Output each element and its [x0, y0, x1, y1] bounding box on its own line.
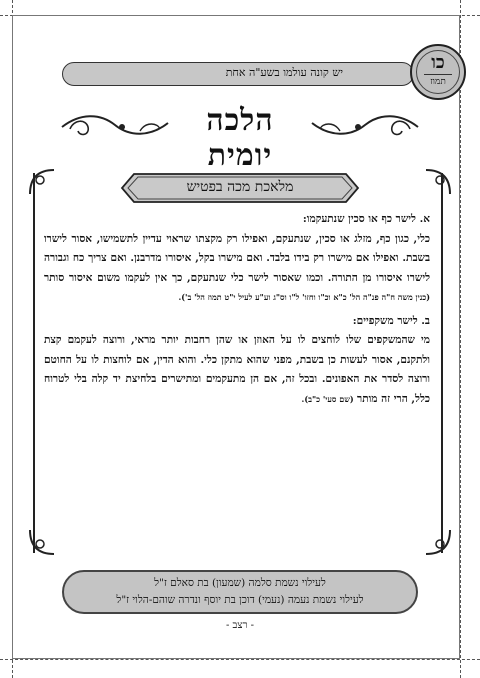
left-flourish-icon — [60, 109, 170, 143]
section-heading: מלאכת מכה בפטיש — [186, 179, 294, 195]
date-badge — [410, 44, 466, 100]
header-tagline: יש קונה עולמו בשע"ה אחת — [225, 66, 343, 79]
item-reference: (שם סעי' כ"ב). — [301, 393, 354, 404]
item-body: מי שהמשקפים שלו לוחצים לו על האוזן או שהן רחבות יותר מראי, ורוצה לעקמם קצת ולתקנם, אסור לעשות כן בשבת, מפני שהוא מתקן כלי. והוא הדין, אם לוחצות לו על החוטם ורוצה לסדר את האפונים. ובכל זה, אם הן מתעקמים ומתישרים בלחיצת יד קלה בלי לטרוח כלל, הרי זה מותר — [44, 334, 430, 405]
dedication-box — [62, 570, 418, 614]
item-title: ב. לישר משקפיים: — [352, 314, 430, 327]
crop-line-bottom — [0, 659, 480, 660]
dedication-line: לעילוי נשמת סלמה (שמעון) בת סאלם ז"ל — [154, 577, 326, 589]
crop-line-right — [460, 0, 461, 678]
title-row — [60, 103, 420, 173]
corner-ornament-icon — [424, 166, 454, 196]
halacha-item — [44, 210, 430, 308]
header-bar — [62, 62, 414, 86]
badge-divider — [424, 74, 452, 75]
dedication-line: לעילוי נשמת נעמה (נעמי) דוכן בת יוסף ונדרה שוהם-הלוי ז"ל — [116, 594, 364, 606]
badge-month: תמוז — [430, 77, 446, 87]
right-flourish-icon — [310, 109, 420, 143]
page-number: - רצב - — [225, 620, 255, 631]
badge-day-number: כו — [431, 52, 445, 73]
halacha-content — [44, 210, 430, 550]
page-title: הלכה יומית — [206, 103, 274, 173]
corner-ornament-icon — [26, 166, 56, 196]
item-reference: (כנין משה ח"ה פנ"ה הל' כ"א וכ"ו וחזו' ל"ו וס"ג וע"ע לעיל י"ט תמוז הל' ב'). — [178, 292, 430, 302]
halacha-item — [44, 312, 430, 410]
item-body: כלי, כגון כף, מזלג או סכין, שנתעקם, ואפילו רק מקצתו שראוי עדיין לתשמישו, אסור לישרו בשבת. ואפילו אם מישרו רק בידו בלבד. ואם מישרו בקל, איסורו מדרבנן. ואם צריך כח וגבורה לישרו איסורו מן התורה. וכמו שאסור לישר כלי שנתעקם, כך אין לעקמו משום איסור סותר — [44, 232, 430, 284]
section-banner — [120, 168, 360, 208]
item-title: א. לישר כף או סכין שנתעקמו: — [302, 213, 430, 225]
